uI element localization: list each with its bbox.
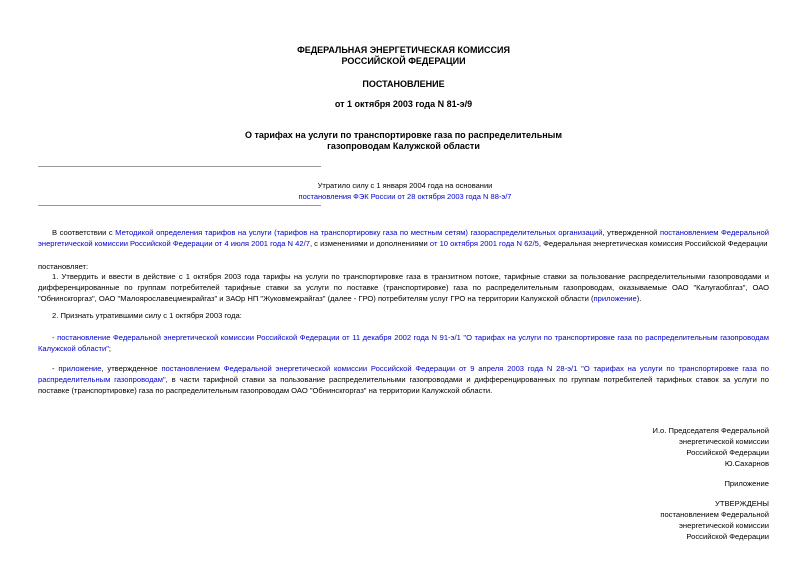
doc-type: ПОСТАНОВЛЕНИЕ	[362, 79, 445, 89]
item-1-end: ).	[636, 294, 642, 303]
repealed-item-2	[38, 363, 769, 396]
repealed-item-1-end: ;	[108, 344, 112, 353]
doc-title-line2: газопроводам Калужской области	[327, 141, 480, 151]
item-1-text: 1. Утвердить и ввести в действие с 1 октября 2003 года тарифы на услуги по транспортировке газа в транзитном потоке, тарифные ставки за пользование распределительными газопроводами и дифференцированные по группам потребителей тарифные ставки за услуги по поставке (транспортировке) газа по распределительным газопроводам, оказываемые ОАО "Калугаоблгаз", ОАО "Обнинскгоргаз", ОАО "Малоярославецмежрайгаз" и ЗАОр НП "Жуковмежрайгаз" (далее - ГРО) потребителям услуг ГРО на территории Калужской области (	[38, 272, 769, 303]
preamble-paragraph	[38, 227, 769, 249]
signature-line: энергетической комиссии	[679, 437, 769, 446]
org-name-line1: ФЕДЕРАЛЬНАЯ ЭНЕРГЕТИЧЕСКАЯ КОМИССИЯ	[297, 45, 510, 55]
fek-resolution-link[interactable]: постановлением Федеральной энергетической комиссии Российской Федерации от 4 июля 2001 года N 42/7	[38, 228, 770, 248]
methodology-link[interactable]: Методикой определения тарифов на услуги (тарифов на транспортировку газа по местным сетям) газораспределительных организаций	[115, 228, 603, 237]
org-name	[0, 45, 807, 67]
preamble-text: , Федеральная энергетическая комиссия Российской Федерации	[538, 239, 768, 248]
repealed-item-2-text: , в части тарифной ставки за пользование распределительными газопроводами и дифференцированных по группам потребителей тарифных ставок за услуги по поставке (транспортировке) газа по распределительным газопроводам ОАО "Обнинскгоргаз" на территории Калужской области.	[38, 375, 770, 395]
item-1-paragraph	[38, 271, 769, 304]
preamble-text: , с изменениями и дополнениями	[309, 239, 430, 248]
approval-line: энергетической комиссии	[679, 521, 769, 530]
item-2-paragraph: 2. Признать утратившими силу с 1 октября 2003 года:	[52, 311, 242, 320]
signature-line: И.о. Председателя Федеральной	[652, 426, 769, 435]
amendments-link[interactable]: от 10 октября 2001 года N 62/5	[429, 239, 539, 248]
repeal-notice-text: Утратило силу с 1 января 2004 года на основании	[317, 181, 493, 190]
repeal-notice	[0, 180, 807, 202]
decides-label: постановляет:	[38, 262, 89, 271]
appendix-label: Приложение	[724, 479, 769, 488]
appendix-link[interactable]: приложение	[593, 294, 637, 303]
repeal-notice-link[interactable]: постановления ФЭК России от 28 октября 2003 года N 88-э/7	[298, 192, 512, 201]
signature-line: Российской Федерации	[686, 448, 769, 457]
signature-block	[652, 425, 769, 469]
doc-title-line1: О тарифах на услуги по транспортировке газа по распределительным	[244, 130, 563, 140]
doc-title	[0, 130, 807, 152]
doc-date-number: от 1 октября 2003 года N 81-э/9	[334, 99, 473, 109]
approval-line: Российской Федерации	[686, 532, 769, 541]
signatory-name: Ю.Сахарнов	[724, 459, 769, 468]
repealed-appendix-link[interactable]: приложение	[58, 364, 102, 373]
april-resolution-link[interactable]: постановлением Федеральной энергетической комиссии Российской Федерации от 9 апреля 2003 года N 28-э/1 "О тарифах на услуги по транспортировке газа по распределительным газопроводам"	[38, 364, 769, 384]
approval-block	[660, 498, 769, 542]
divider-bottom	[38, 205, 321, 206]
approval-line: постановлением Федеральной	[660, 510, 769, 519]
repealed-item-1	[38, 332, 769, 354]
preamble-text: В соответствии с	[52, 228, 116, 237]
bullet-dash: -	[52, 364, 59, 373]
repealed-resolution-link[interactable]: - постановление Федеральной энергетической комиссии Российской Федерации от 11 декабря 2002 года N 91-э/1 "О тарифах на услуги по транспортировке газа по распределительным газопроводам Калужской области"	[38, 333, 769, 353]
approval-line: УТВЕРЖДЕНЫ	[715, 499, 769, 508]
divider-top	[38, 166, 321, 167]
preamble-text: , утвержденной	[602, 228, 660, 237]
org-name-line2: РОССИЙСКОЙ ФЕДЕРАЦИИ	[341, 56, 466, 66]
repealed-item-2-text: , утвержденное	[101, 364, 162, 373]
